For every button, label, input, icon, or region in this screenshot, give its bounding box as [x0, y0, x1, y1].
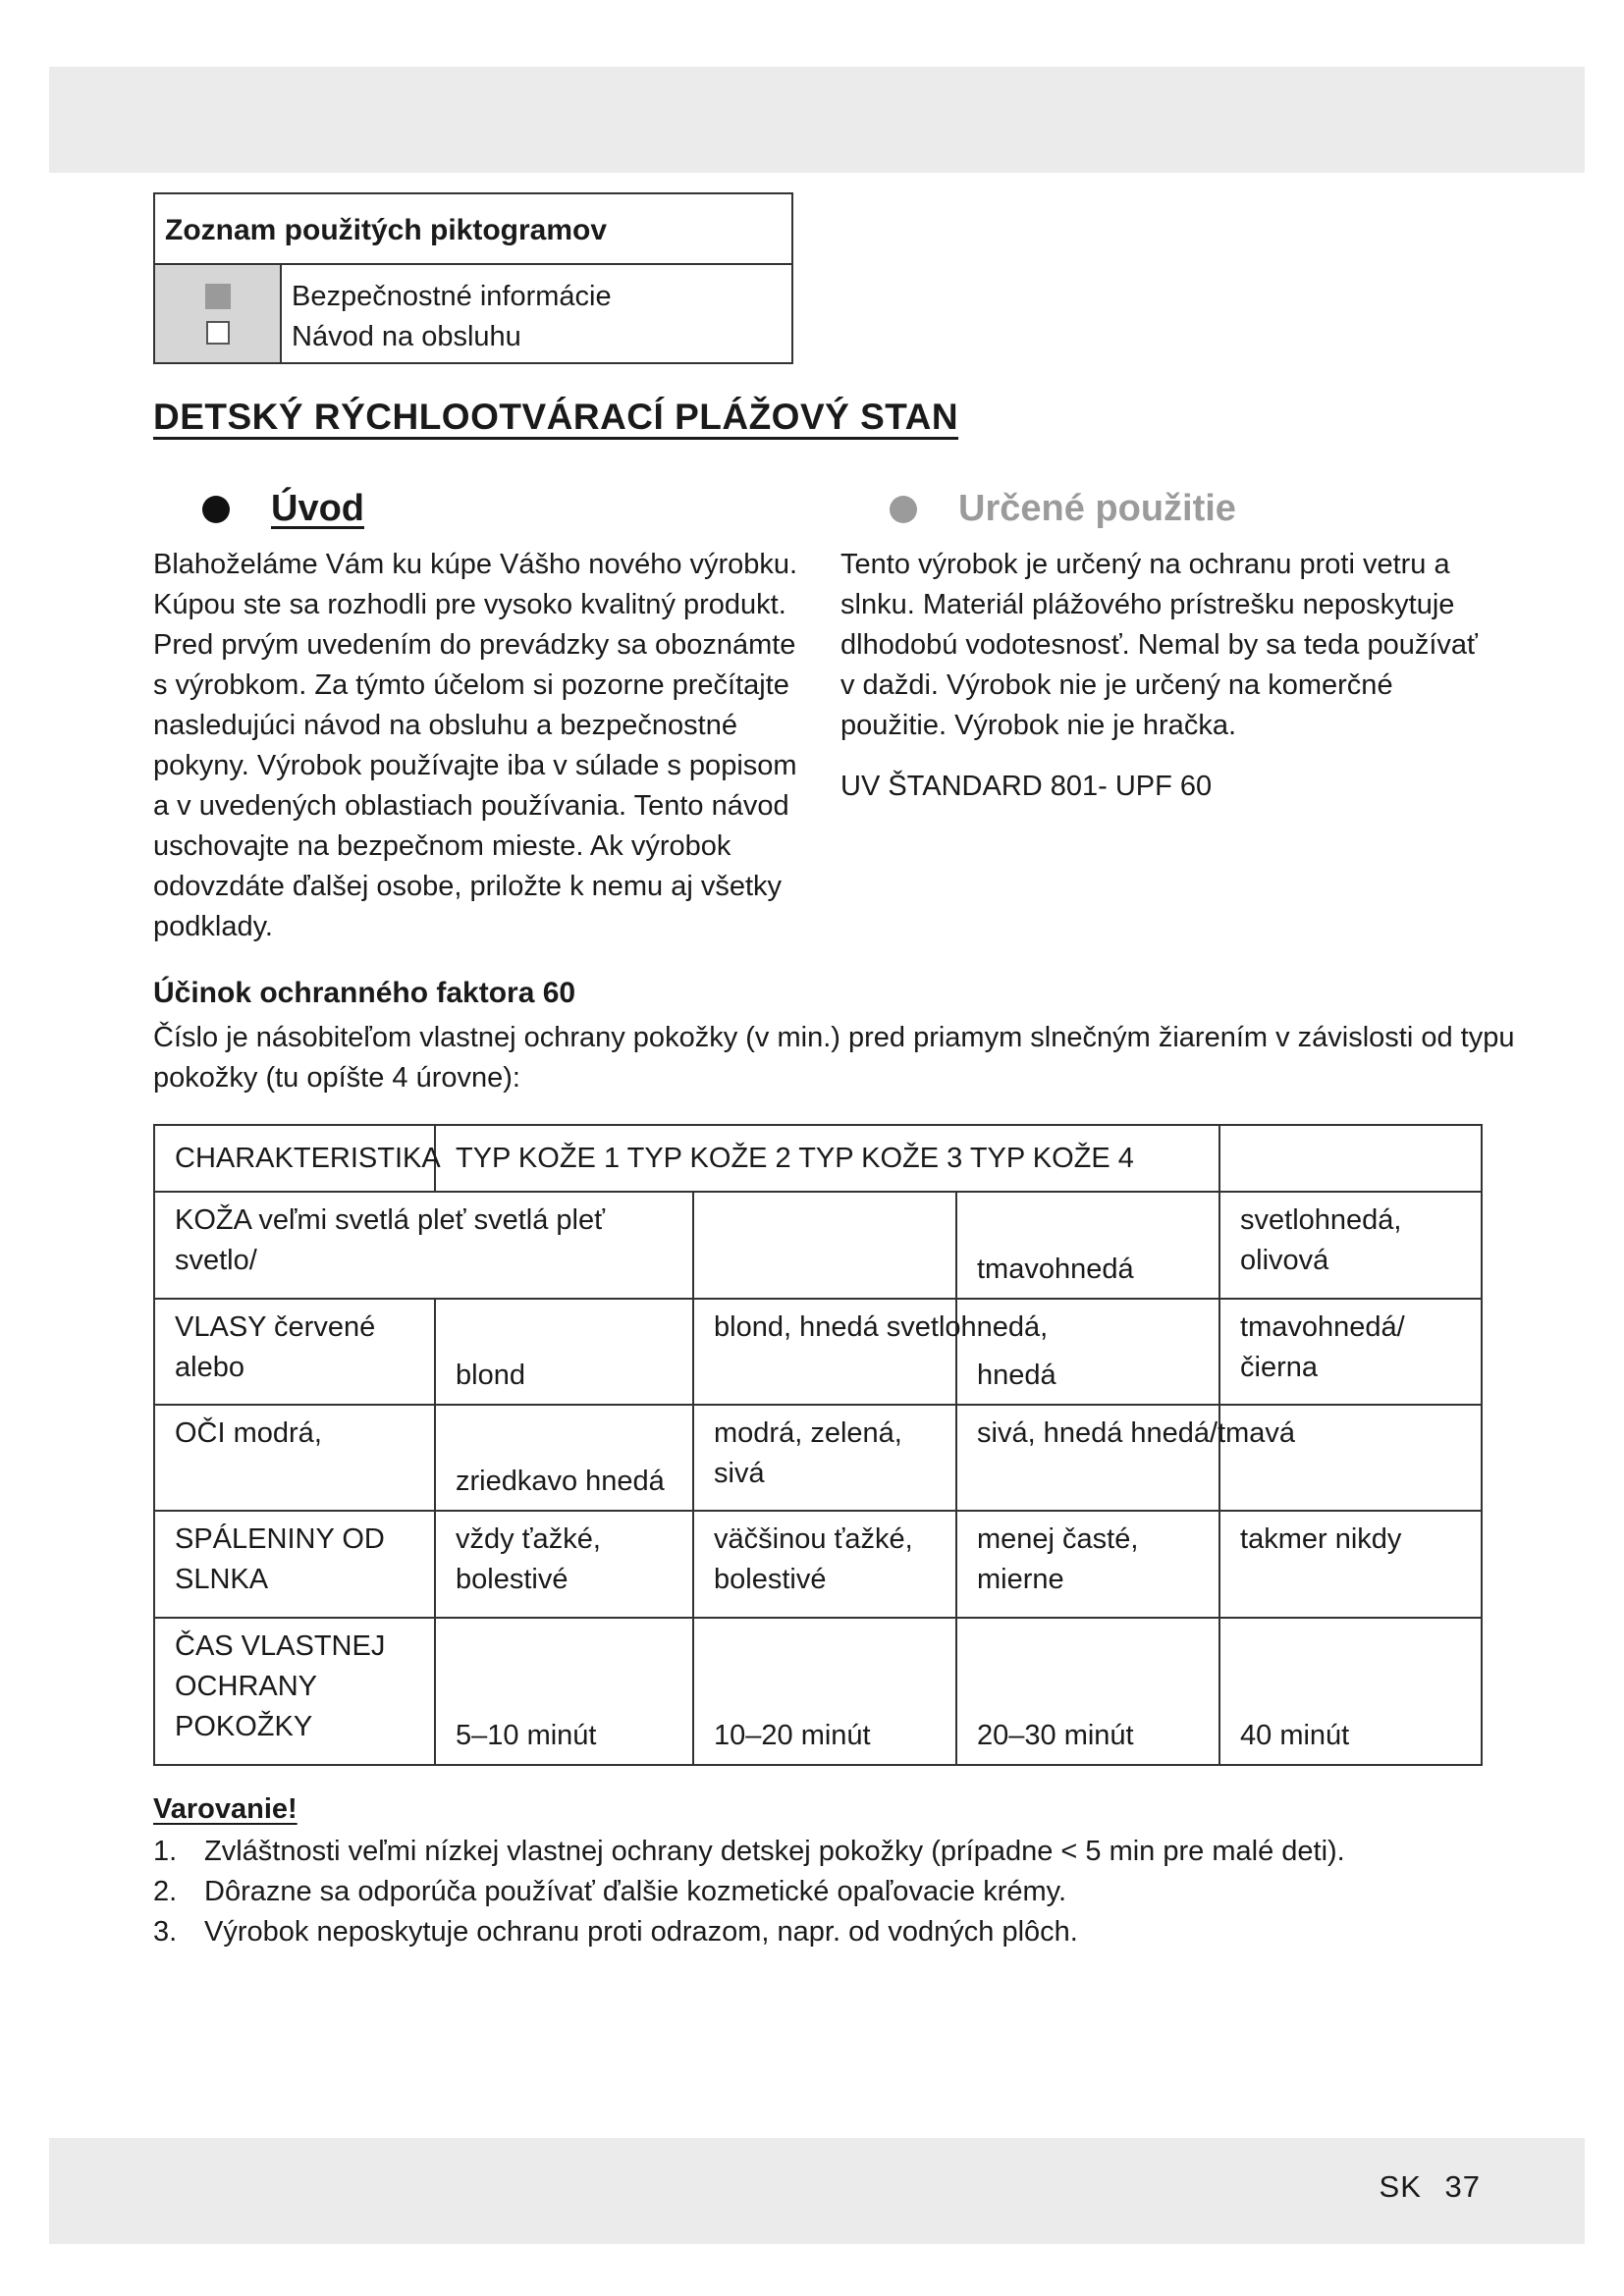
list-item-text: Zvláštnosti veľmi nízkej vlastnej ochrany detskej pokožky (prípadne < 5 min pre malé deti).: [204, 1836, 1345, 1867]
list-item-number: 3.: [153, 1916, 178, 1948]
table-cell: tmavohnedá/ čierna: [1219, 1299, 1482, 1405]
table-row: [154, 1299, 1482, 1405]
table-cell: 10–20 minút: [693, 1618, 956, 1765]
filled-square-icon: [205, 284, 231, 309]
table-row: [154, 1192, 1482, 1299]
header-band: [49, 67, 1585, 173]
table-cell: 20–30 minút: [956, 1618, 1219, 1765]
table-row: [154, 1511, 1482, 1618]
table-cell: KOŽA veľmi svetlá pleť svetlá pleť svetlo/: [154, 1192, 693, 1299]
language-code: SK: [1379, 2169, 1422, 2204]
table-cell: takmer nikdy: [1219, 1511, 1482, 1618]
black-bullet-icon: [202, 496, 230, 523]
uv-standard: UV ŠTANDARD 801- UPF 60: [840, 771, 1213, 802]
table-header-cell: CHARAKTERISTIKA: [154, 1125, 435, 1192]
list-item: [153, 1912, 1345, 1952]
list-item: [153, 1872, 1345, 1912]
table-cell: ČAS VLASTNEJ OCHRANY POKOŽKY: [154, 1618, 435, 1765]
table-header-cell: TYP KOŽE 1 TYP KOŽE 2 TYP KOŽE 3 TYP KOŽE 4: [435, 1125, 1219, 1192]
table-header-row: [154, 1125, 1482, 1192]
table-cell: tmavohnedá: [956, 1192, 1219, 1299]
warning-heading: Varovanie!: [153, 1793, 298, 1825]
table-header-cell: [1219, 1125, 1482, 1192]
table-cell: menej časté, mierne: [956, 1511, 1219, 1618]
list-item-number: 1.: [153, 1836, 178, 1867]
table-row: [154, 1405, 1482, 1511]
table-cell: modrá, zelená, sivá: [693, 1405, 956, 1511]
list-item-text: Výrobok neposkytuje ochranu proti odrazom, napr. od vodných plôch.: [204, 1916, 1078, 1948]
table-cell: vždy ťažké, bolestivé: [435, 1511, 693, 1618]
table-cell: [693, 1192, 956, 1299]
table-cell: svetlohnedá, olivová: [1219, 1192, 1482, 1299]
table-cell: 40 minút: [1219, 1618, 1482, 1765]
effect-heading: Účinok ochranného faktora 60: [153, 977, 576, 1009]
intro-text: Blahoželáme Vám ku kúpe Vášho nového výrobku. Kúpou ste sa rozhodli pre vysoko kvalitný produkt. Pred prvým uvedením do prevádzky sa oboznámte s výrobkom. Za týmto účelom si pozorne prečítajte nasledujúci návod na obsluhu a bezpečnostné pokyny. Výrobok používajte iba v súlade s popisom a v uvedených oblastiach používania. Tento návod uschovajte na bezpečnom mieste. Ak výrobok odovzdáte ďalšej osobe, priložte k nemu aj všetky podklady.: [153, 549, 798, 942]
grey-bullet-icon: [890, 496, 917, 523]
table-cell: blond: [435, 1299, 693, 1405]
table-cell: zriedkavo hnedá: [435, 1405, 693, 1511]
intended-use-heading: [890, 488, 1236, 530]
pictogram-legend-title: Zoznam použitých piktogramov: [155, 194, 791, 265]
effect-text: Číslo je násobiteľom vlastnej ochrany pokožky (v min.) pred priamym slnečným žiarením v závislosti od typu pokožky (tu opíšte 4 úrovne):: [153, 1022, 1515, 1094]
page-number: 37: [1444, 2169, 1481, 2204]
page-title: DETSKÝ RÝCHLOOTVÁRACÍ PLÁŽOVÝ STAN: [153, 397, 959, 437]
pictogram-icon-column: [155, 265, 282, 362]
table-cell: OČI modrá,: [154, 1405, 435, 1511]
table-cell: SPÁLENINY OD SLNKA: [154, 1511, 435, 1618]
table-cell: VLASY červené alebo: [154, 1299, 435, 1405]
list-item-number: 2.: [153, 1876, 178, 1907]
pictogram-label-manual: Návod na obsluhu: [292, 321, 521, 352]
list-item-text: Dôrazne sa odporúča používať ďalšie kozmetické opaľovacie krémy.: [204, 1876, 1067, 1907]
intended-use-heading-label: Určené použitie: [958, 488, 1236, 529]
skin-type-table: [153, 1124, 1483, 1766]
empty-square-icon: [206, 321, 230, 345]
intro-heading: [202, 488, 364, 530]
intended-use-text: Tento výrobok je určený na ochranu proti vetru a slnku. Materiál plážového prístrešku neposkytuje dlhodobú vodotesnosť. Nemal by sa teda používať v daždi. Výrobok nie je určený na komerčné použitie. Výrobok nie je hračka.: [840, 549, 1478, 741]
pictogram-label-safety: Bezpečnostné informácie: [292, 281, 612, 312]
table-cell: hnedá: [956, 1299, 1219, 1405]
table-cell: 5–10 minút: [435, 1618, 693, 1765]
footer-band: [49, 2138, 1585, 2244]
pictogram-labels: [282, 265, 612, 362]
warning-list: [153, 1832, 1345, 1952]
table-cell: sivá, hnedá hnedá/tmavá: [956, 1405, 1219, 1511]
table-cell: väčšinou ťažké, bolestivé: [693, 1511, 956, 1618]
table-cell: blond, hnedá svetlohnedá,: [693, 1299, 956, 1405]
pictogram-legend: [153, 192, 793, 364]
intro-heading-label: Úvod: [271, 488, 364, 529]
table-row: [154, 1618, 1482, 1765]
page-footer: [1366, 2169, 1481, 2205]
list-item: [153, 1832, 1345, 1872]
